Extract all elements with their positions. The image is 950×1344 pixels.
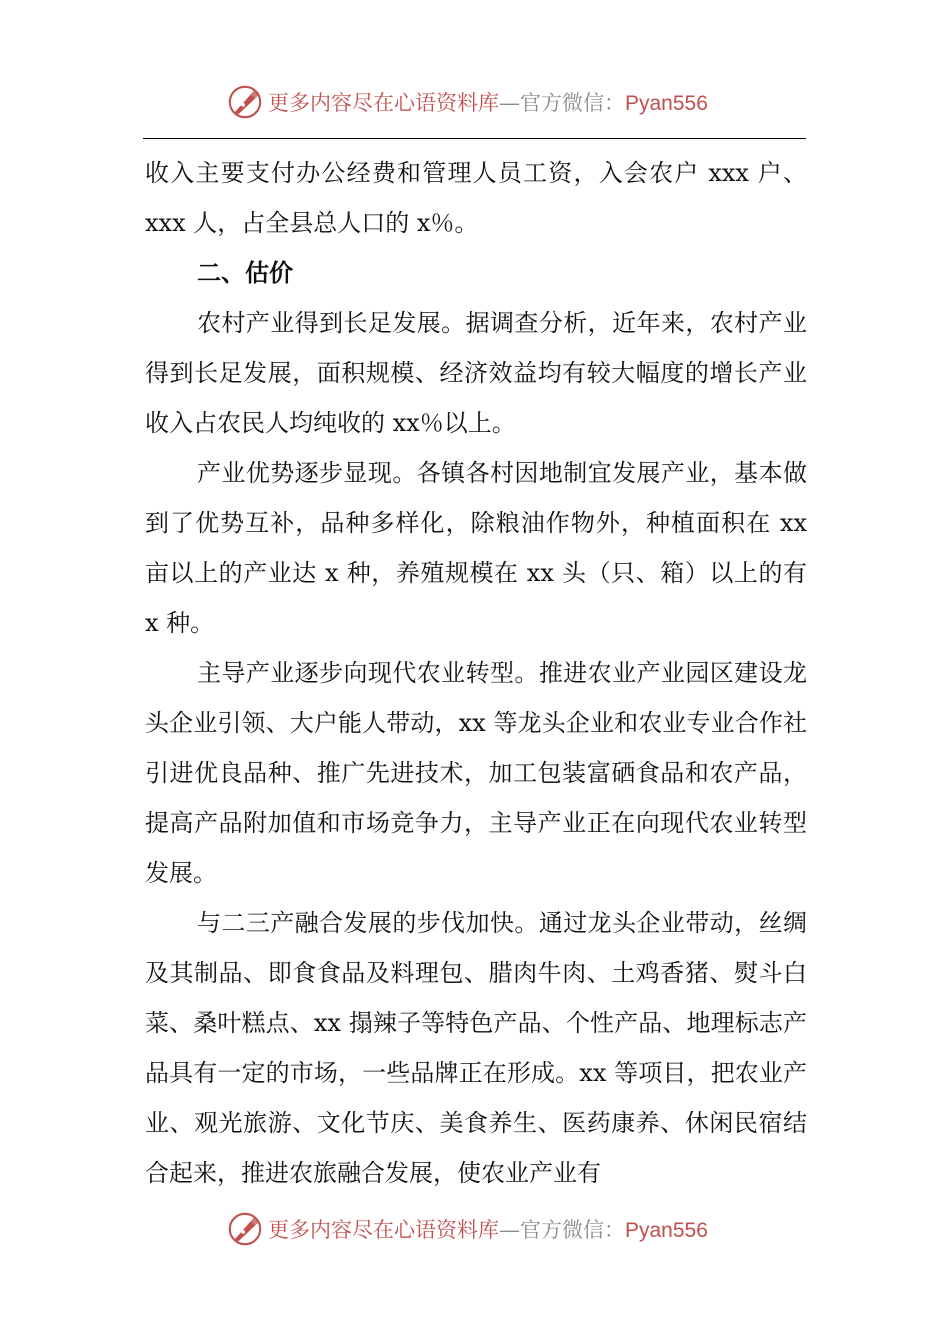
paragraph-continuation: 收入主要支付办公经费和管理人员工资，入会农户 xxx 户、xxx 人，占全县总人口的 x％。 bbox=[145, 159, 807, 237]
paragraph-integration: 与二三产融合发展的步伐加快。通过龙头企业带动，丝绸及其制品、即食食品及料理包、腊肉牛肉、土鸡香猪、熨斗白菜、桑叶糕点、xx 搨辣子等特色产品、个性产品、地理标志产品具有一定的市场，一些品牌正在形成。xx 等项目，把农业产业、观光旅游、文化节庆、美食养生、医药康养、休闲民宿结合起来，推进农旅融合发展，使农业产业有 bbox=[145, 909, 807, 1187]
paragraph-modernization: 主导产业逐步向现代农业转型。推进农业产业园区建设龙头企业引领、大户能人带动，xx 等龙头企业和农业专业合作社引进优良品种、推广先进技术，加工包装富硒食品和农产品，提高产品附加值和市场竞争力，主导产业正在向现代农业转型发展。 bbox=[145, 659, 807, 887]
watermark-dash: — bbox=[499, 1218, 520, 1242]
watermark-wechat-label: 官方微信： bbox=[520, 1218, 625, 1242]
watermark-wechat-id: Pyan556 bbox=[625, 92, 708, 115]
paragraph-development: 农村产业得到长足发展。据调查分析，近年来，农村产业得到长足发展，面积规模、经济效益均有较大幅度的增长产业收入占农民人均纯收的 xx％以上。 bbox=[145, 309, 807, 437]
paragraph-advantages: 产业优势逐步显现。各镇各村因地制宜发展产业，基本做到了优势互补，品种多样化，除粮油作物外，种植面积在 xx 亩以上的产业达 x 种，养殖规模在 xx 头（只、箱）以上的有 x 种。 bbox=[145, 459, 807, 637]
document-body bbox=[145, 148, 807, 1198]
watermark-text bbox=[268, 87, 708, 117]
header-watermark-banner bbox=[226, 80, 746, 124]
watermark-dash: — bbox=[499, 91, 520, 115]
header-divider bbox=[143, 138, 806, 139]
footer-watermark-banner bbox=[226, 1207, 746, 1251]
watermark-wechat-label: 官方微信： bbox=[520, 91, 625, 115]
watermark-text bbox=[268, 1214, 708, 1244]
watermark-wechat-id: Pyan556 bbox=[625, 1219, 708, 1242]
pen-nib-logo-icon bbox=[226, 83, 264, 121]
section-heading: 二、估价 bbox=[197, 259, 293, 287]
pen-nib-logo-icon bbox=[226, 1210, 264, 1248]
watermark-title: 更多内容尽在心语资料库 bbox=[268, 91, 499, 115]
watermark-title: 更多内容尽在心语资料库 bbox=[268, 1218, 499, 1242]
